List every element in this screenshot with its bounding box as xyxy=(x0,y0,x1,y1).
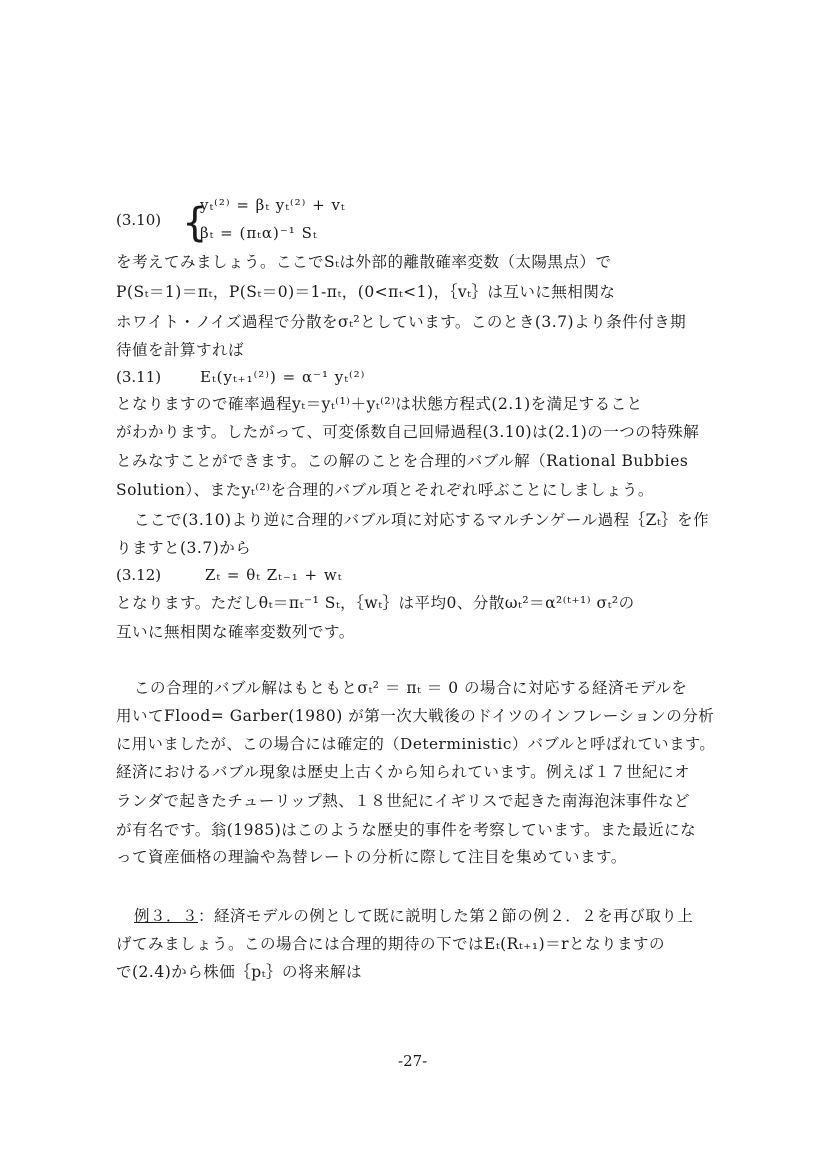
equation-3-10-line-2: βₜ = (πₜα)⁻¹ Sₜ xyxy=(200,224,318,242)
paragraph-line: となります。ただしθₜ＝πₜ⁻¹ Sₜ，｛wₜ｝は平均0、分散ωₜ²＝α²⁽ᵗ⁺¹⁾ σₜ²の xyxy=(116,594,635,612)
equation-brace: { xyxy=(182,200,208,246)
paragraph-line: ここで(3.10)より逆に合理的バブル項に対応するマルチンゲール過程｛Zₜ｝を作 xyxy=(134,511,710,529)
paragraph-line: P(Sₜ＝1)＝πₜ，P(Sₜ＝0)＝1-πₜ，(0<πₜ<1)，｛vₜ｝は互いに無相関な xyxy=(116,283,616,301)
paragraph-line: って資産価格の理論や為替レートの分析に際して注目を集めています。 xyxy=(116,848,627,866)
equation-label-3-10: (3.10) xyxy=(116,211,162,229)
paragraph-line: りますと(3.7)から xyxy=(116,539,252,557)
paragraph-line: に用いましたが、この場合には確定的（Deterministic）バブルと呼ばれています。 xyxy=(116,735,716,753)
paragraph-line: ランダで起きたチューリップ熱、１８世紀にイギリスで起きた南海泡沫事件など xyxy=(116,792,690,810)
example-first-line xyxy=(134,906,693,926)
paragraph-line: Solution）、またyₜ⁽²⁾を合理的バブル項とそれぞれ呼ぶことにしましょう。 xyxy=(116,481,654,499)
paragraph-line: 用いてFlood= Garber(1980) が第一次大戦後のドイツのインフレーションの分析 xyxy=(116,707,715,725)
equation-label-3-12: (3.12) xyxy=(116,566,162,584)
paragraph-line: 互いに無相関な確率変数列です。 xyxy=(116,623,355,641)
paragraph-line: とみなすことができます。この解のことを合理的バブル解（Rational Bubbies xyxy=(116,452,689,470)
paragraph-line: がわかります。したがって、可変係数自己回帰過程(3.10)は(2.1)の一つの特殊解 xyxy=(116,423,700,441)
paragraph-line: が有名です。翁(1985)はこのような歴史的事件を考察しています。また最近にな xyxy=(116,821,697,839)
example-first-line-text: ：経済モデルの例として既に説明した第２節の例２．２を再び取り上 xyxy=(198,907,694,925)
paragraph-line: で(2.4)から株価｛pₜ｝の将来解は xyxy=(116,963,362,981)
paragraph-line: ホワイト・ノイズ過程で分散をσₜ²としています。このとき(3.7)より条件付き期 xyxy=(116,313,687,331)
equation-3-11: Eₜ(yₜ₊₁⁽²⁾) = α⁻¹ yₜ⁽²⁾ xyxy=(200,368,366,386)
page-number: -27- xyxy=(398,1052,428,1070)
paragraph-line: げてみましょう。この場合には合理的期待の下ではEₜ(Rₜ₊₁)＝rとなりますの xyxy=(116,935,666,953)
example-heading: 例３．３ xyxy=(134,907,199,925)
paragraph-line: となりますので確率過程yₜ＝yₜ⁽¹⁾＋yₜ⁽²⁾は状態方程式(2.1)を満足すること xyxy=(116,395,643,413)
paragraph-line: この合理的バブル解はもともとσₜ² ＝ πₜ ＝ 0 の場合に対応する経済モデルを xyxy=(134,679,688,697)
paragraph-line: を考えてみましょう。ここでSₜは外部的離散確率変数（太陽黒点）で xyxy=(116,253,612,271)
equation-label-3-11: (3.11) xyxy=(116,368,162,386)
equation-3-12: Zₜ = θₜ Zₜ₋₁ + wₜ xyxy=(205,566,343,584)
paragraph-line: 経済におけるバブル現象は歴史上古くから知られています。例えば１７世紀にオ xyxy=(116,763,691,781)
paragraph-line: 待値を計算すれば xyxy=(116,341,245,359)
equation-3-10-line-1: yₜ⁽²⁾ = βₜ yₜ⁽²⁾ + vₜ xyxy=(200,196,346,214)
